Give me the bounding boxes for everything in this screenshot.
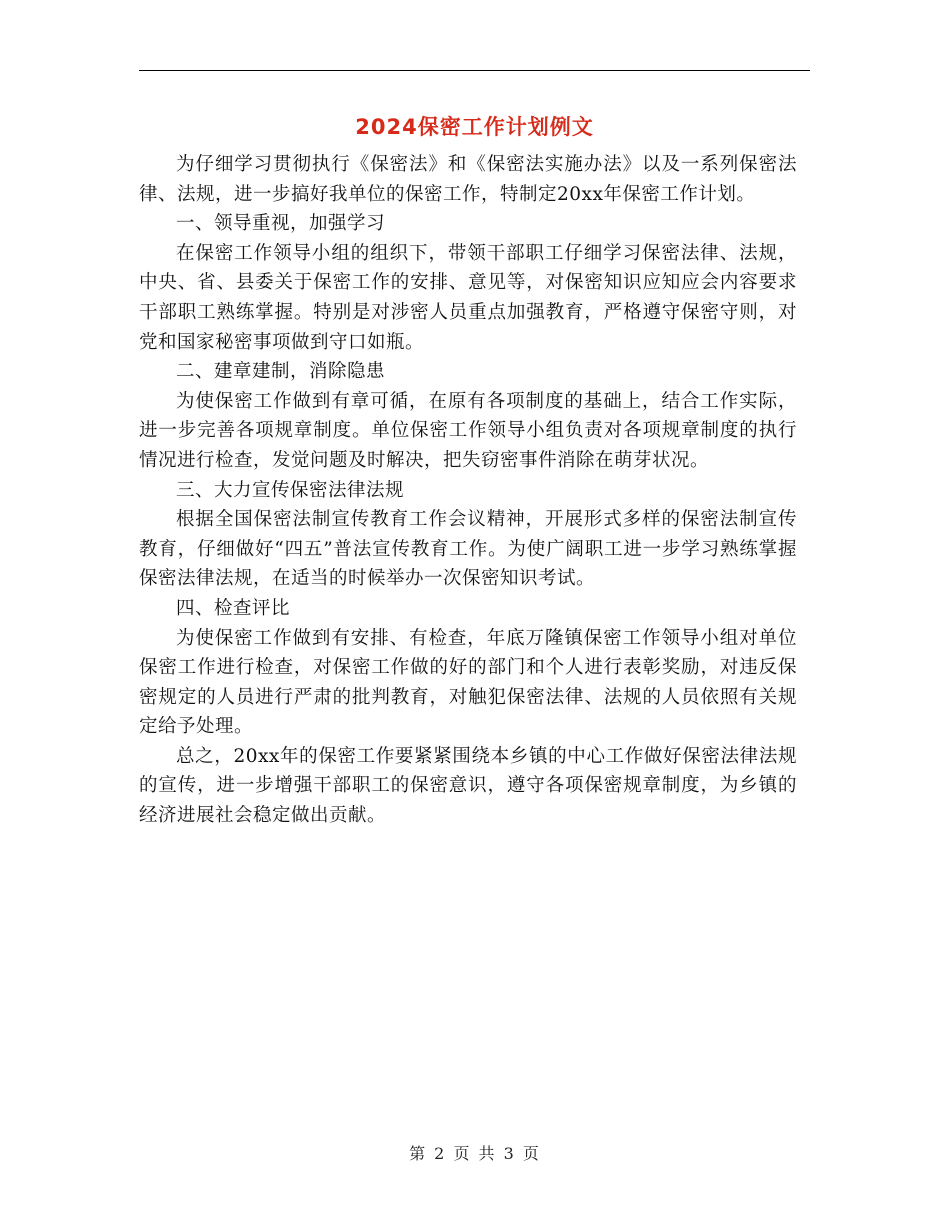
paragraph-section-2: 为使保密工作做到有章可循，在原有各项制度的基础上，结合工作实际，进一步完善各项规章制度。单位保密工作领导小组负责对各项规章制度的执行情况进行检查，发觉问题及时解决，把失窃密事件消除在萌芽状况。 bbox=[139, 390, 797, 471]
section-heading-2: 二、建章建制，消除隐患 bbox=[176, 361, 386, 383]
paragraph-section-4: 为使保密工作做到有安排、有检查，年底万隆镇保密工作领导小组对单位保密工作进行检查，对保密工作做的好的部门和个人进行表彰奖励，对违反保密规定的人员进行严肃的批判教育，对触犯保密法律、法规的人员依照有关规定给予处理。 bbox=[139, 627, 797, 738]
paragraph-intro: 为仔细学习贯彻执行《保密法》和《保密法实施办法》以及一系列保密法律、法规，进一步搞好我单位的保密工作，特制定20xx年保密工作计划。 bbox=[139, 154, 797, 205]
section-heading-1: 一、领导重视，加强学习 bbox=[176, 213, 386, 235]
document-body bbox=[139, 150, 797, 831]
page-number-footer: 第 2 页 共 3 页 bbox=[409, 1144, 541, 1163]
paragraph-section-1: 在保密工作领导小组的组织下，带领干部职工仔细学习保密法律、法规，中央、省、县委关于保密工作的安排、意见等，对保密知识应知应会内容要求干部职工熟练掌握。特别是对涉密人员重点加强教育，严格遵守保密守则，对党和国家秘密事项做到守口如瓶。 bbox=[139, 242, 797, 353]
document-title: 2024保密工作计划例文 bbox=[355, 115, 594, 139]
paragraph-section-3: 根据全国保密法制宣传教育工作会议精神，开展形式多样的保密法制宣传教育，仔细做好“四五”普法宣传教育工作。为使广阔职工进一步学习熟练掌握保密法律法规，在适当的时候举办一次保密知识考试。 bbox=[139, 509, 797, 590]
section-heading-3: 三、大力宣传保密法律法规 bbox=[176, 479, 405, 501]
header-rule bbox=[139, 70, 810, 71]
paragraph-conclusion: 总之，20xx年的保密工作要紧紧围绕本乡镇的中心工作做好保密法律法规的宣传，进一步增强干部职工的保密意识，遵守各项保密规章制度，为乡镇的经济进展社会稳定做出贡献。 bbox=[139, 745, 797, 827]
section-heading-4: 四、检查评比 bbox=[176, 597, 291, 619]
